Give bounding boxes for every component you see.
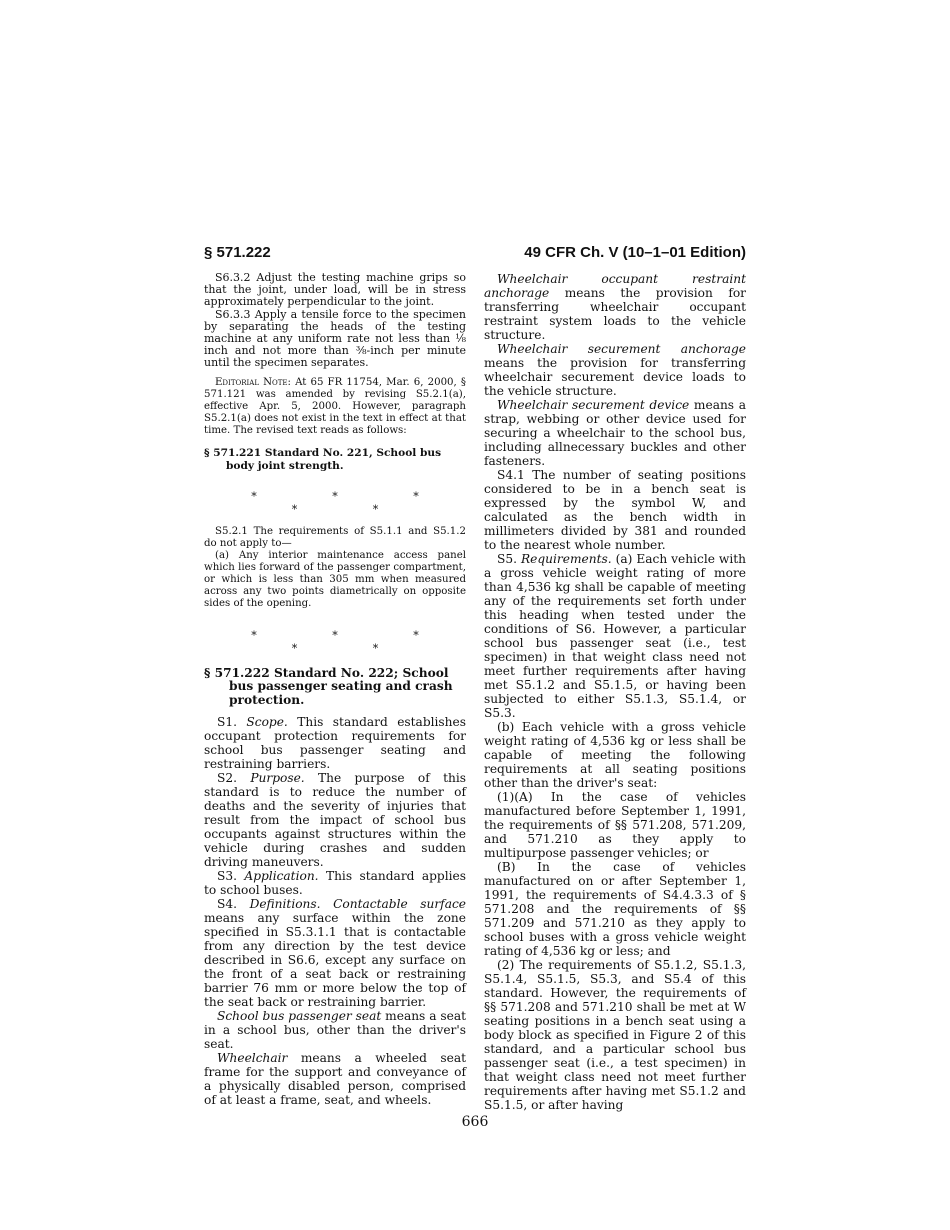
- sbps-term: School bus passenger seat: [217, 1009, 382, 1024]
- s4-title: Definitions. Contactable surface: [249, 897, 466, 912]
- editorial-note-text: At 65 FR 11754, Mar. 6, 2000, § 571.121 was amended by revising S5.2.1(a), effective Apr. 5, 2000. However, paragraph S5.2.1(a) does not exist in the text in effect at that time. The revised text reads as follows:: [204, 376, 466, 436]
- page-number: 666: [461, 1114, 489, 1130]
- paragraph-s5-b: (b) Each vehicle with a gross vehicle weight rating of 4,536 kg or less shall be capable of meeting the following requirements at all seating positions other than the driver's seat:: [484, 720, 746, 790]
- paragraph-s6-3-3: S6.3.3 Apply a tensile force to the specimen by separating the heads of the testing machine at any uniform rate not less than ⅛ inch and not more than ⅜-inch per minute until the specimen separates.: [204, 307, 466, 370]
- s5-title: Requirements.: [520, 552, 612, 566]
- running-header: [204, 244, 746, 264]
- paragraph-s5-b-b: (B) In the case of vehicles manufactured on or after September 1, 1991, the requirements of S4.4.3.3 of § 571.208 and the requirements of §§ 571.209 and 571.210 as they apply to school buses with a gross vehicle weight rating of 4,536 kg or less; and: [484, 860, 746, 958]
- s2-title: Purpose.: [250, 771, 305, 786]
- s2-text: The purpose of this standard is to reduce the number of deaths and the severity of injuries that result from the impact of school bus occupants against structures within the vehicle during crashes and sudden driving maneuvers.: [204, 771, 466, 870]
- s4-number: S4.: [217, 897, 250, 912]
- wora-term: Wheelchair occupant restraint anchorage: [484, 272, 746, 300]
- paragraph-s6-3-2: S6.3.2 Adjust the testing machine grips so that the joint, under load, will be in stress approximately perpendicular to the joint.: [204, 271, 466, 309]
- wsd-text: means a strap, webbing or other device used for securing a wheelchair to the school bus, including allnecessary buckles and other fasteners.: [484, 398, 746, 468]
- wheelchair-text: means a wheeled seat frame for the support and conveyance of a physically disabled person, comprised of at least a frame, seat, and wheels.: [204, 1051, 466, 1108]
- sbps-text: means a seat in a school bus, other than the driver's seat.: [204, 1009, 466, 1052]
- paragraph-s5-b-1-a: (1)(A) In the case of vehicles manufactured before September 1, 1991, the requirements of §§ 571.208, 571.209, and 571.210 as they apply to multipurpose passenger vehicles; or: [484, 790, 746, 860]
- paragraph-s4-1: S4.1 The number of seating positions considered to be in a bench seat is expressed by the symbol W, and calculated as the bench width in millimeters divided by 381 and rounded to the nearest whole number.: [484, 468, 746, 552]
- header-title: 49 CFR Ch. V (10–1–01 Edition): [524, 244, 746, 261]
- s3-number: S3.: [217, 869, 245, 884]
- paragraph-wheelchair-securement-device: [484, 398, 746, 468]
- section-heading-571-221: § 571.221 Standard No. 221, School bus body joint strength.: [204, 447, 442, 472]
- paragraph-s3-application: [204, 869, 466, 897]
- section-heading-571-222: § 571.222 Standard No. 222; School bus passenger seating and crash protection.: [204, 665, 453, 707]
- s5-number: S5.: [497, 552, 521, 566]
- editorial-note: [204, 377, 466, 437]
- omission-stars: * * * * *: [251, 489, 455, 516]
- wsd-term: Wheelchair securement device: [497, 398, 690, 412]
- s4-text: means any surface within the zone specified in S5.3.1.1 that is contactable from any direction by the test device described in S6.6, except any surface on the front of a seat back or restraining barrier 76 mm or more below the top of the seat back or restraining barrier.: [204, 911, 466, 1010]
- s5-text: (a) Each vehicle with a gross vehicle weight rating of more than 4,536 kg shall be capable of meeting any of the requirements set forth under this heading when tested under the conditions of S6. However, a particular school bus passenger seat (i.e., test specimen) in that weight class need not meet further requirements after having met S5.1.2 and S5.1.5, or having been subjected to either S5.1.3, S5.1.4, or S5.3.: [484, 552, 746, 720]
- paragraph-s2-purpose: [204, 771, 466, 869]
- s1-title: Scope.: [246, 715, 288, 730]
- wsa-term: Wheelchair securement anchorage: [497, 342, 746, 356]
- paragraph-wheelchair: [204, 1051, 466, 1107]
- s1-number: S1.: [217, 715, 247, 730]
- wsa-text: means the provision for transferring wheelchair securement device loads to the vehicle structure.: [484, 356, 746, 398]
- editorial-note-label: Editorial Note:: [215, 376, 291, 388]
- paragraph-s5-requirements: [484, 552, 746, 720]
- s1-text: This standard establishes occupant protection requirements for school bus passenger seating and restraining barriers.: [204, 715, 466, 772]
- paragraph-s5-2-1: S5.2.1 The requirements of S5.1.1 and S5.1.2 do not apply to—: [204, 525, 466, 549]
- paragraph-s5-2-1-a: (a) Any interior maintenance access panel which lies forward of the passenger compartment, or which is less than 305 mm when measured across any two points diametrically on opposite sides of the opening.: [204, 550, 466, 610]
- paragraph-s5-b-2: (2) The requirements of S5.1.2, S5.1.3, S5.1.4, S5.1.5, S5.3, and S5.4 of this standard. However, the requirements of §§ 571.208 and 571.210 shall be met at W seating positions in a bench seat using a body block as specified in Figure 2 of this standard, and a particular school bus passenger seat (i.e., a test specimen) in that weight class need not meet further requirements after having met S5.1.2 and S5.1.5, or after having: [484, 958, 746, 1112]
- paragraph-wheelchair-occupant-restraint-anchorage: [484, 272, 746, 342]
- s3-title: Application.: [244, 869, 319, 884]
- s3-text: This standard applies to school buses.: [204, 869, 466, 898]
- paragraph-s1-scope: [204, 715, 466, 771]
- paragraph-wheelchair-securement-anchorage: [484, 342, 746, 398]
- omission-stars-2: * * * * *: [251, 628, 455, 655]
- wheelchair-term: Wheelchair: [217, 1051, 288, 1066]
- s2-number: S2.: [217, 771, 251, 786]
- wora-text: means the provision for transferring wheelchair occupant restraint system loads to the vehicle structure.: [484, 286, 746, 342]
- right-column: [484, 272, 746, 1112]
- paragraph-school-bus-passenger-seat: [204, 1009, 466, 1051]
- header-section-number: § 571.222: [204, 244, 271, 261]
- left-column: [204, 272, 466, 1107]
- paragraph-s4-definitions: [204, 897, 466, 1009]
